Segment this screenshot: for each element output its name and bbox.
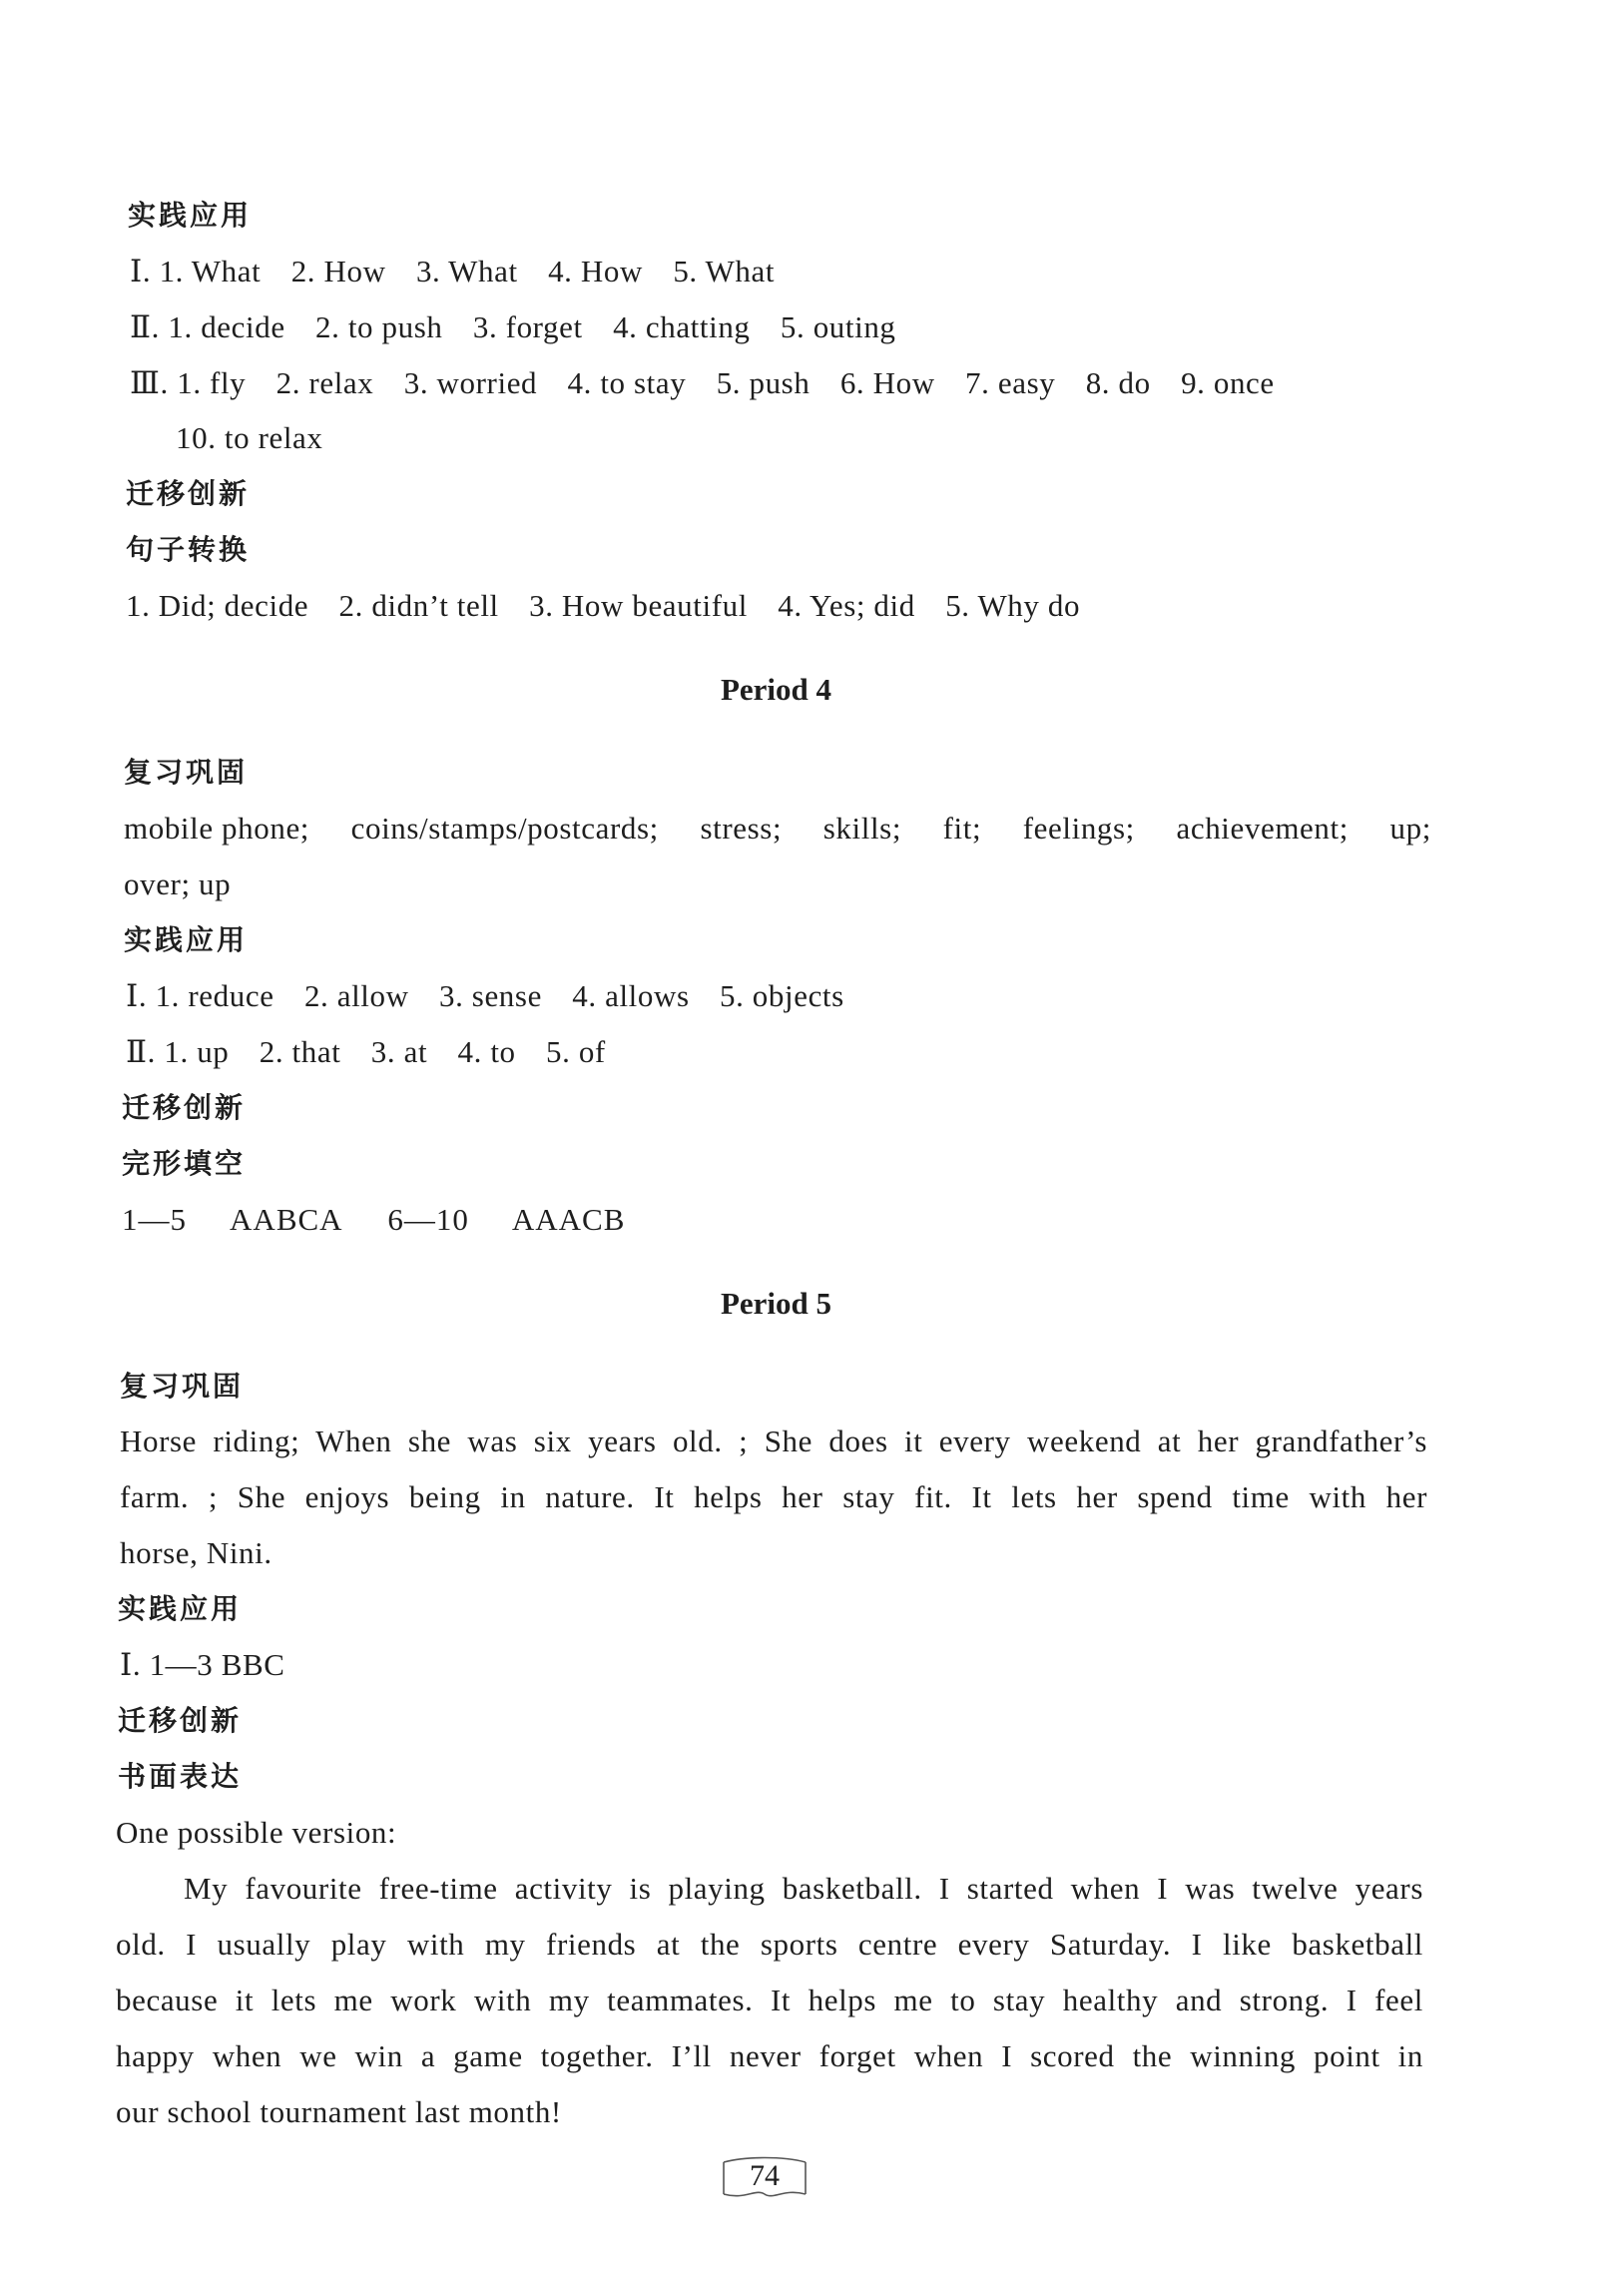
answer: 4. to bbox=[457, 1034, 516, 1069]
answer: 2. that bbox=[259, 1034, 341, 1069]
answer: 4. chatting bbox=[613, 309, 751, 344]
essay-line: our school tournament last month! bbox=[116, 2094, 562, 2129]
answer: 5. Why do bbox=[945, 588, 1081, 623]
answer: 6. How bbox=[839, 365, 935, 400]
review-answers-line: Horse riding; When she was six years old. ; She does it every weekend at her grandfather’s bbox=[120, 1424, 1427, 1458]
answer: up; bbox=[1389, 811, 1431, 846]
review-heading: 复习巩固 bbox=[124, 756, 249, 789]
practice-ex1-answers bbox=[130, 252, 775, 291]
answer: 1. fly bbox=[177, 365, 247, 400]
review-answers-line: horse, Nini. bbox=[120, 1535, 272, 1570]
answer: 3. forget bbox=[472, 309, 583, 344]
answer: 2. How bbox=[290, 254, 386, 288]
answer-letters: AABCA bbox=[230, 1202, 343, 1237]
answer: feelings; bbox=[1022, 811, 1135, 846]
practice-ex1-answers bbox=[126, 976, 844, 1016]
answer: stress; bbox=[700, 811, 783, 846]
practice-ex2-answers bbox=[126, 1032, 606, 1072]
ex2-label: Ⅱ. bbox=[126, 1034, 157, 1069]
answer: skills; bbox=[822, 811, 902, 846]
essay-line: happy when we win a game together. I’ll never forget when I scored the winning point in bbox=[116, 2038, 1423, 2073]
transfer-heading: 迁移创新 bbox=[122, 1091, 247, 1124]
practice-ex3-answers bbox=[130, 363, 1275, 403]
answer: 3. sense bbox=[438, 978, 542, 1013]
essay-line: old. I usually play with my friends at the sports centre every Saturday. I like basketball bbox=[116, 1927, 1423, 1962]
answer: 4. to stay bbox=[567, 365, 687, 400]
cloze-heading: 完形填空 bbox=[122, 1147, 247, 1180]
answer: 10. to relax bbox=[176, 420, 323, 455]
answer: 7. easy bbox=[965, 365, 1056, 400]
answer: 4. Yes; did bbox=[778, 588, 915, 623]
practice-heading: 实践应用 bbox=[128, 199, 253, 232]
practice-ex3-answers-cont bbox=[176, 418, 323, 458]
answer: coins/stamps/postcards; bbox=[350, 811, 659, 846]
answer: achievement; bbox=[1176, 811, 1349, 846]
answer: 4. How bbox=[548, 254, 643, 288]
answer: 1. up bbox=[164, 1034, 230, 1069]
answer-letters: AAACB bbox=[511, 1202, 626, 1237]
ex1-label: Ⅰ. bbox=[126, 978, 148, 1013]
answer: 5. of bbox=[546, 1034, 606, 1069]
practice-heading: 实践应用 bbox=[118, 1592, 243, 1625]
answer: fit; bbox=[942, 811, 982, 846]
answer: 2. to push bbox=[315, 309, 443, 344]
review-answers-line-2: over; up bbox=[124, 866, 232, 901]
period-4-title: Period 4 bbox=[720, 672, 832, 707]
transfer-heading: 迁移创新 bbox=[126, 477, 251, 510]
answer: 3. How beautiful bbox=[529, 588, 748, 623]
ex1-label: Ⅰ. bbox=[120, 1647, 142, 1682]
practice-heading: 实践应用 bbox=[124, 923, 249, 956]
period-5-title: Period 5 bbox=[720, 1286, 832, 1321]
answer: 2. relax bbox=[275, 365, 374, 400]
answer: 1. decide bbox=[168, 309, 285, 344]
answer: 5. What bbox=[673, 254, 776, 288]
review-answers-line: farm. ; She enjoys being in nature. It helps her stay fit. It lets her spend time with her bbox=[120, 1479, 1427, 1514]
answer: mobile phone; bbox=[124, 811, 310, 846]
answer: 3. worried bbox=[403, 365, 538, 400]
writing-heading: 书面表达 bbox=[118, 1760, 243, 1793]
answer: 2. didn’t tell bbox=[338, 588, 499, 623]
review-heading: 复习巩固 bbox=[120, 1370, 245, 1403]
sentence-transform-answers bbox=[126, 586, 1080, 626]
ex2-label: Ⅱ. bbox=[130, 309, 161, 344]
answer: 8. do bbox=[1085, 365, 1151, 400]
answer-range: 1—5 bbox=[122, 1202, 187, 1237]
answer: 1. What bbox=[159, 254, 262, 288]
essay-line: because it lets me work with my teammates. It helps me to stay healthy and strong. I feel bbox=[116, 1983, 1423, 2017]
answer: 9. once bbox=[1181, 365, 1275, 400]
transfer-heading: 迁移创新 bbox=[118, 1704, 243, 1737]
version-label: One possible version: bbox=[116, 1815, 397, 1850]
answer: 5. outing bbox=[780, 309, 896, 344]
answer: 1. reduce bbox=[155, 978, 274, 1013]
answer: 4. allows bbox=[572, 978, 690, 1013]
answer: 5. objects bbox=[720, 978, 844, 1013]
page-number bbox=[716, 2154, 813, 2204]
cloze-answers bbox=[122, 1200, 625, 1240]
sentence-transform-heading: 句子转换 bbox=[126, 533, 251, 566]
answer: 1—3 BBC bbox=[149, 1647, 285, 1682]
page-number-text: 74 bbox=[750, 2159, 780, 2192]
practice-ex2-answers bbox=[130, 307, 896, 347]
practice-ex1-answers bbox=[120, 1645, 285, 1685]
ex1-label: Ⅰ. bbox=[130, 254, 152, 288]
answer: 1. Did; decide bbox=[126, 588, 309, 623]
answer: 3. at bbox=[370, 1034, 428, 1069]
answer-range: 6—10 bbox=[387, 1202, 469, 1237]
essay-line: My favourite free-time activity is playing basketball. I started when I was twelve years bbox=[184, 1871, 1423, 1906]
answer: 5. push bbox=[716, 365, 811, 400]
review-answers-line-1 bbox=[124, 809, 1431, 849]
ex3-label: Ⅲ. bbox=[130, 365, 169, 400]
answer: 2. allow bbox=[303, 978, 409, 1013]
answer: 3. What bbox=[415, 254, 518, 288]
